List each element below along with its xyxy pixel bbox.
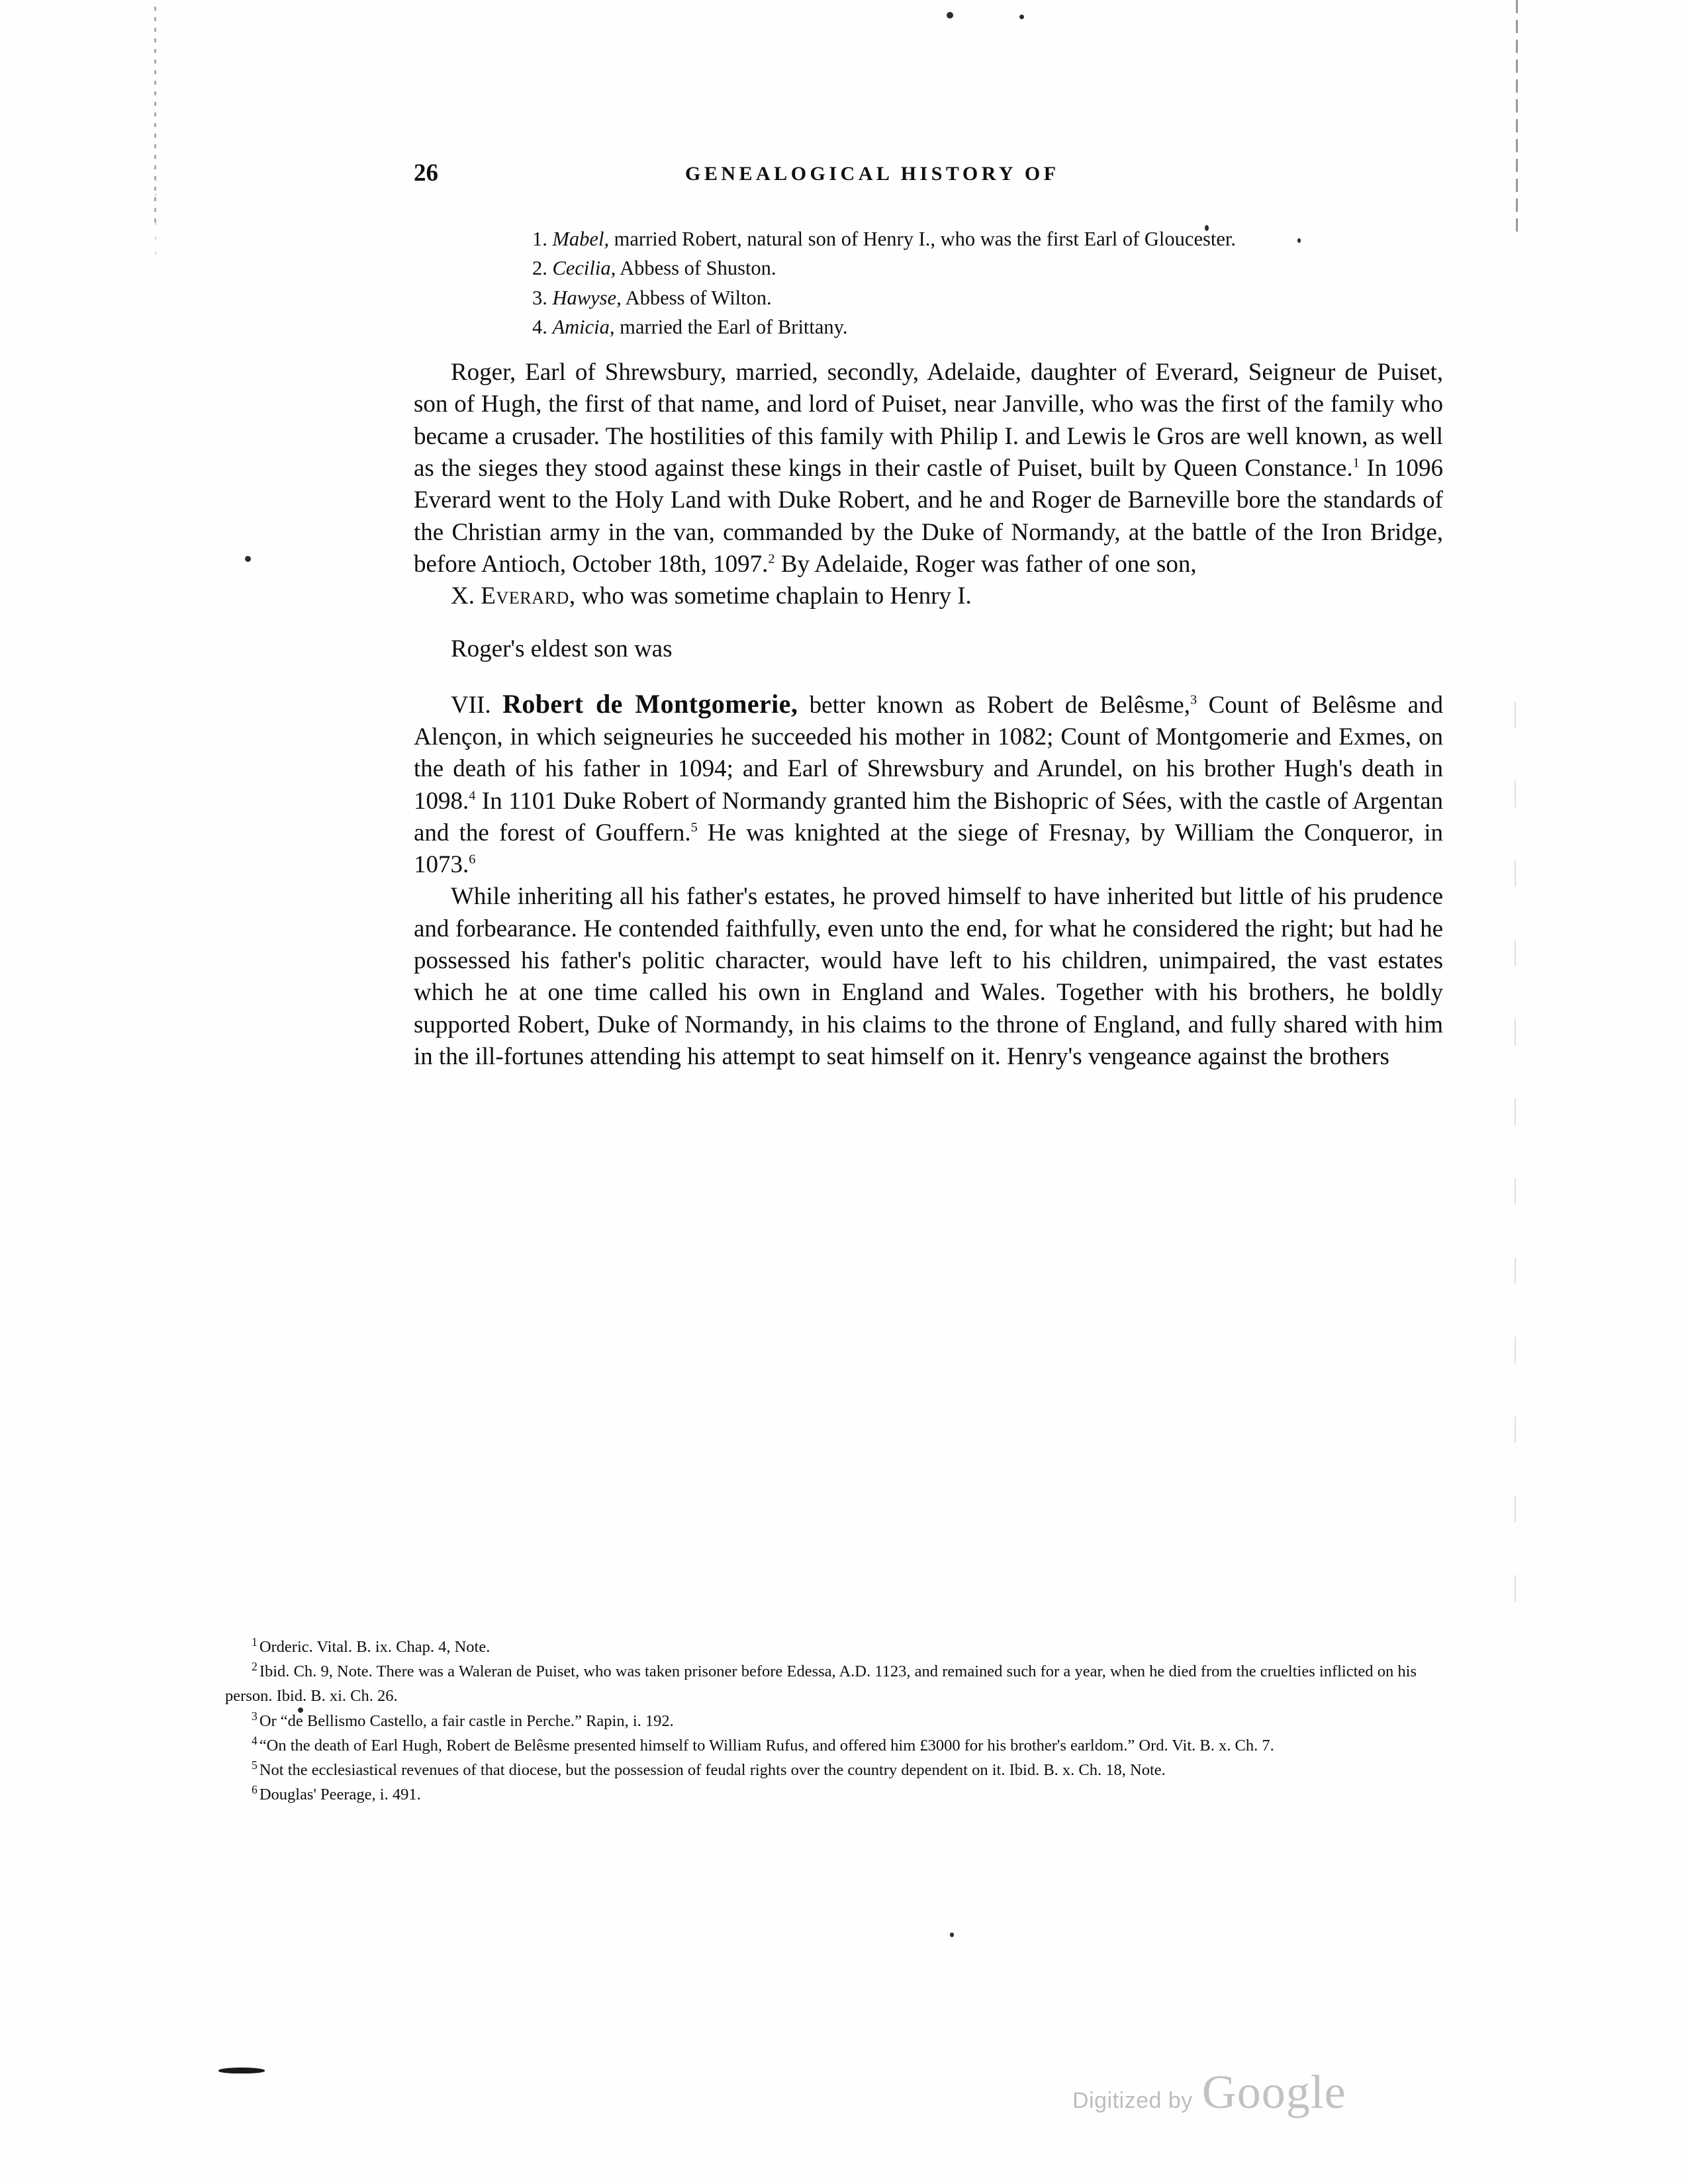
footnote — [225, 1659, 1417, 1708]
footnote-ref-5: 5 — [690, 820, 698, 835]
scan-artifact-left-margin-line-lower — [155, 179, 156, 258]
paragraph-text: He was knighted at the siege of Fresnay, by William the Conqueror, in 1073. — [414, 819, 1443, 879]
footnote-text: Douglas' Peerage, i. 491. — [259, 1786, 421, 1804]
footnote — [225, 1758, 1417, 1782]
paragraph-text: Roger's eldest son was — [451, 635, 673, 663]
list-item — [516, 225, 1443, 253]
entry-roman-numeral: VII. — [451, 691, 503, 719]
list-item-text: married the Earl of Brittany. — [614, 315, 848, 338]
scan-artifact-right-margin-line — [1516, 0, 1518, 238]
paragraph-text: In 1101 Duke Robert of Normandy granted him the Bishopric of Sées, with the castle of Argentan and the forest of Gouffern. — [414, 787, 1443, 846]
footnote-marker: 6 — [252, 1783, 258, 1797]
children-numbered-list — [414, 225, 1443, 341]
list-item-name: Mabel, — [552, 228, 610, 250]
list-item-text: married Robert, natural son of Henry I., who was the first Earl of Gloucester. — [609, 228, 1236, 250]
footnote-marker: 2 — [252, 1660, 258, 1674]
list-item — [516, 284, 1443, 312]
main-text-block — [414, 225, 1443, 1073]
subentry-name: Everard, — [481, 582, 576, 610]
list-item-number: 3. — [532, 286, 547, 309]
watermark-prefix: Digitized by — [1072, 2088, 1193, 2113]
footnote-ref-1: 1 — [1352, 455, 1360, 471]
scan-speck — [947, 12, 953, 19]
paragraph-text: While inheriting all his father's estates, he proved himself to have inherited but little of his prudence and forbearance. He contended faithfully, even unto the end, for what he considered the right; but had he possessed his father's politic character, would have left to his children, unimpaired, the vast estates which he at one time called his own in England and Wales. Together with his brothers, he boldly supported Robert, Duke of Normandy, in his claims to the throne of England, and fully shared with him in the ill-fortunes attending his attempt to seat himself on it. Henry's vengeance against the brothers — [414, 883, 1443, 1070]
footnote-text: Orderic. Vital. B. ix. Chap. 4, Note. — [259, 1638, 491, 1656]
watermark-brand: Google — [1201, 2066, 1346, 2118]
list-item-name: Cecilia, — [552, 257, 616, 280]
footnote — [225, 1782, 1417, 1807]
footnote — [225, 1635, 1417, 1659]
footnote-marker: 5 — [252, 1758, 258, 1772]
scan-speck — [950, 1933, 954, 1937]
scan-artifact-dash — [218, 2068, 265, 2073]
paragraph-roger-marriage — [414, 357, 1443, 580]
scan-speck — [1019, 15, 1024, 19]
paragraph-text: In 1096 Everard went to the Holy Land with Duke Robert, and he and Roger de Barneville bore the standards of the Christian army in the van, commanded by the Duke of Normandy, at the battle of the Iron Bridge, before Antioch, October 18th, 1097. — [414, 455, 1443, 578]
footnote-ref-4: 4 — [469, 788, 476, 803]
footnote-ref-6: 6 — [469, 852, 476, 867]
list-item-number: 4. — [532, 315, 547, 338]
paragraph-text: Count of Belêsme and Alençon, in which seigneuries he succeeded his mother in 1082; Count of Montgomerie and Exmes, on the death of his father in 1094; and Earl of Shrewsbury and Arundel, on his brother Hugh's death in 1098. — [414, 691, 1444, 815]
list-item-name: Amicia, — [552, 315, 615, 338]
footnote-text: “On the death of Earl Hugh, Robert de Belêsme presented himself to William Rufus, and offered him £3000 for his brother's earldom.” Ord. Vit. B. x. Ch. 7. — [259, 1736, 1274, 1754]
list-item-number: 1. — [532, 228, 547, 250]
list-item-text: Abbess of Shuston. — [616, 257, 776, 280]
footnote-text: Or “de Bellismo Castello, a fair castle in Perche.” Rapin, i. 192. — [259, 1711, 674, 1730]
list-item-text: Abbess of Wilton. — [621, 286, 772, 309]
subentry-everard — [414, 580, 1443, 612]
paragraph-eldest-son — [414, 633, 1443, 665]
paragraph-text: By Adelaide, Roger was father of one son, — [774, 550, 1197, 578]
subentry-number: X. — [451, 582, 475, 610]
footnote — [225, 1709, 1417, 1733]
page-number: 26 — [414, 159, 438, 187]
running-head — [0, 159, 1688, 185]
list-item — [516, 254, 1443, 283]
footnote-text: Not the ecclesiastical revenues of that diocese, but the possession of feudal rights over the country dependent on it. Ibid. B. x. Ch. 18, Note. — [259, 1761, 1166, 1780]
footnote-ref-2: 2 — [768, 551, 775, 567]
paragraph-text: Roger, Earl of Shrewsbury, married, secondly, Adelaide, daughter of Everard, Seigneur de Puiset, son of Hugh, the first of that name, and lord of Puiset, near Janville, who was the first of the family who became a crusader. The hostilities of this family with Philip I. and Lewis le Gros are well known, as well as the sieges they stood against these kings in their castle of Puiset, built by Queen Constance. — [414, 359, 1443, 482]
paragraph-text: better known as Robert de Belêsme, — [798, 691, 1190, 719]
paragraph-vii-robert-de-montgomerie — [414, 687, 1443, 882]
subentry-text: who was sometime chaplain to Henry I. — [575, 582, 972, 610]
footnote-marker: 1 — [252, 1635, 258, 1649]
footnote-ref-3: 3 — [1190, 692, 1197, 707]
paragraph-while-inheriting — [414, 881, 1443, 1073]
footnote-block — [225, 1635, 1417, 1807]
list-item-name: Hawyse, — [552, 286, 622, 309]
running-head-title: GENEALOGICAL HISTORY OF — [685, 163, 1060, 185]
footnote-marker: 4 — [252, 1733, 258, 1747]
list-item-number: 2. — [532, 257, 547, 280]
footnote-text: Ibid. Ch. 9, Note. There was a Waleran de Puiset, who was taken prisoner before Edessa, A.D. 1123, and remained such for a year, when he died from the cruelties inflicted on his person. Ibid. B. xi. Ch. 26. — [225, 1662, 1417, 1706]
list-item — [516, 313, 1443, 341]
footnote-marker: 3 — [252, 1709, 258, 1723]
scan-speck — [245, 556, 251, 562]
footnote — [225, 1733, 1417, 1758]
entry-person-name: Robert de Montgomerie, — [502, 688, 798, 719]
digitization-watermark — [1072, 2065, 1346, 2120]
scan-artifact-right-margin-line-lower — [1515, 702, 1516, 1628]
